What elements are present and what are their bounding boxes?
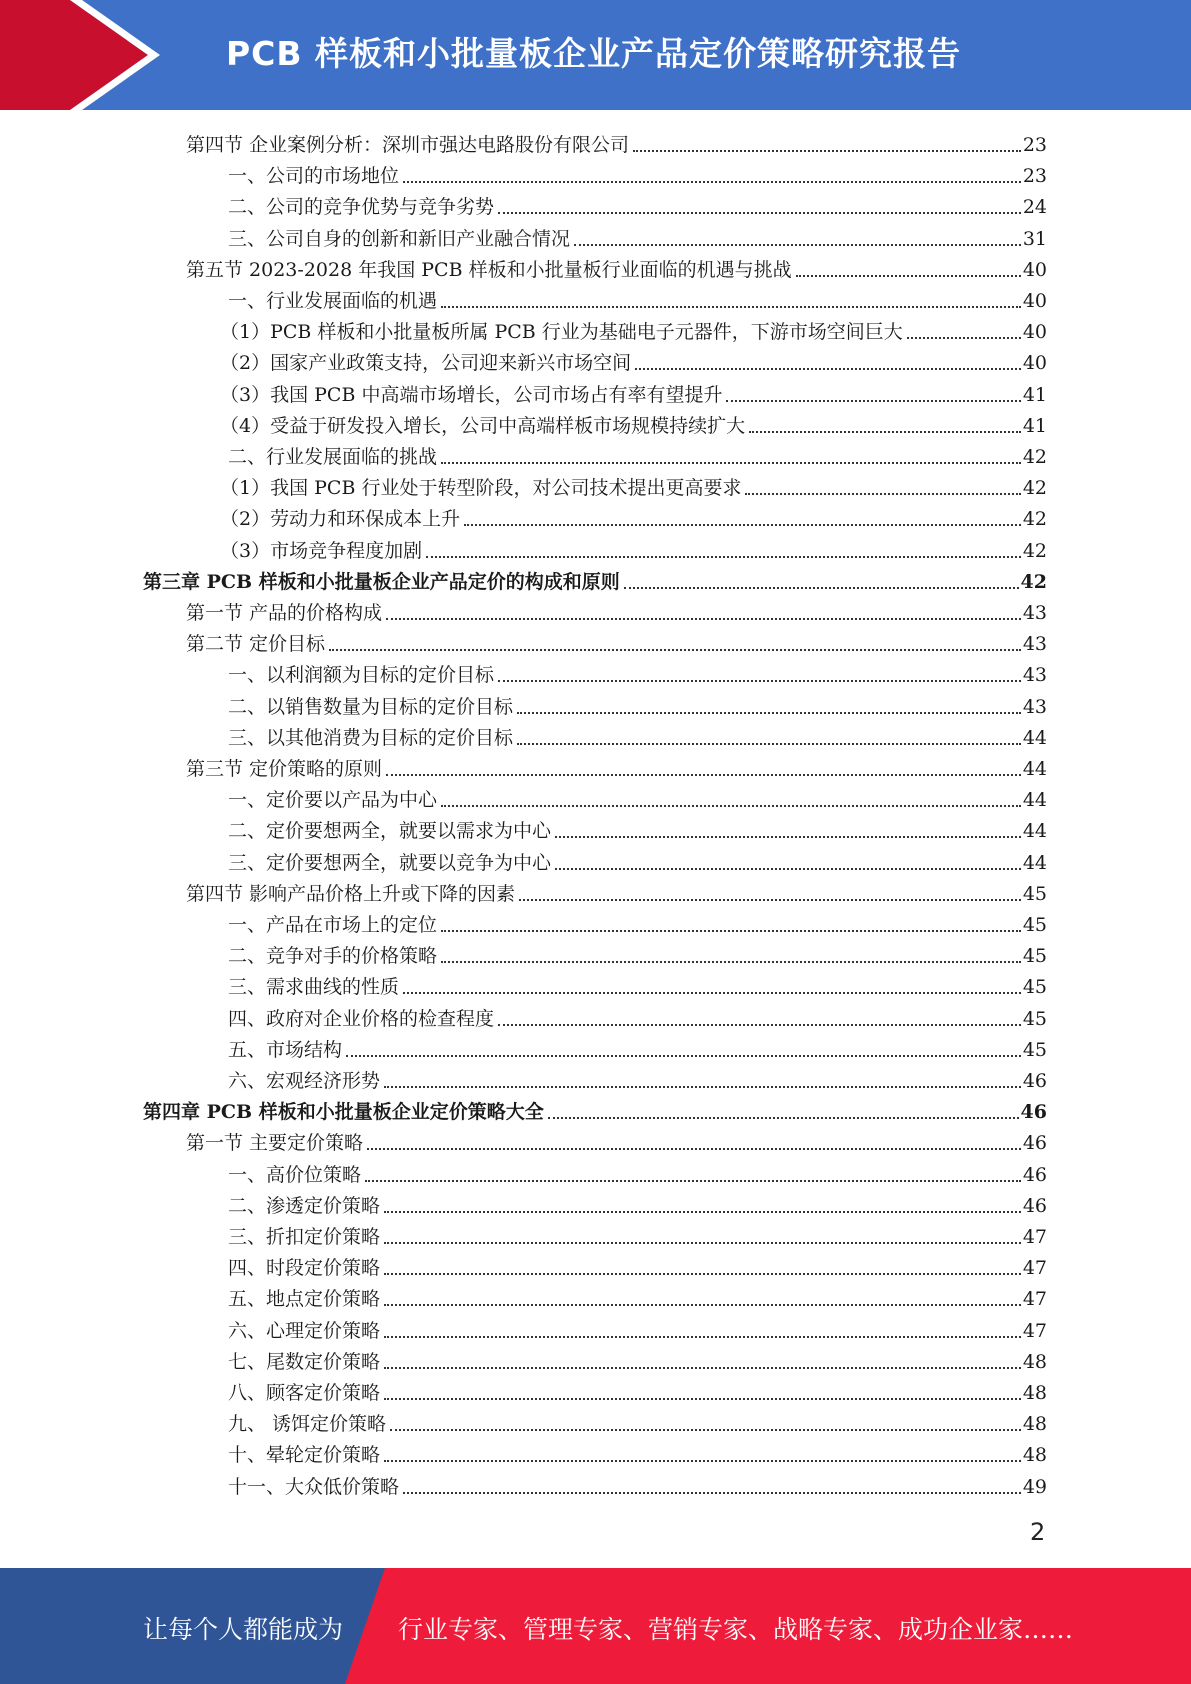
toc-entry[interactable] bbox=[186, 626, 1047, 657]
footer-professions: 行业专家、管理专家、营销专家、战略专家、成功企业家…… bbox=[398, 1615, 1074, 1644]
toc-dot-leader bbox=[517, 712, 1021, 714]
toc-dot-leader bbox=[441, 805, 1021, 807]
toc-dot-leader bbox=[498, 1024, 1021, 1026]
toc-entry-title: 二、公司的竞争优势与竞争劣势 bbox=[228, 196, 495, 218]
toc-dot-leader bbox=[365, 1180, 1021, 1182]
toc-entry-page: 47 bbox=[1022, 1288, 1047, 1310]
toc-entry-title: 二、渗透定价策略 bbox=[228, 1195, 381, 1217]
toc-entry[interactable] bbox=[186, 876, 1047, 907]
toc-entry[interactable] bbox=[228, 1157, 1047, 1188]
toc-entry-page: 45 bbox=[1022, 883, 1047, 905]
toc-entry-title: 六、心理定价策略 bbox=[228, 1320, 381, 1342]
toc-dot-leader bbox=[384, 1273, 1021, 1275]
toc-entry-title: （1）PCB 样板和小批量板所属 PCB 行业为基础电子元器件，下游市场空间巨大 bbox=[220, 321, 903, 343]
toc-dot-leader bbox=[907, 337, 1021, 339]
toc-entry-page: 31 bbox=[1022, 228, 1047, 250]
toc-entry-page: 24 bbox=[1022, 196, 1047, 218]
toc-dot-leader bbox=[519, 899, 1021, 901]
toc-entry[interactable] bbox=[228, 657, 1047, 688]
toc-entry[interactable] bbox=[228, 1188, 1047, 1219]
toc-entry-title: 第二节 定价目标 bbox=[186, 633, 326, 655]
toc-dot-leader bbox=[384, 1086, 1021, 1088]
toc-entry-title: 三、需求曲线的性质 bbox=[228, 976, 400, 998]
toc-dot-leader bbox=[403, 1492, 1021, 1494]
toc-entry-page: 46 bbox=[1022, 1132, 1047, 1154]
toc-entry-title: 五、市场结构 bbox=[228, 1039, 343, 1061]
toc-entry[interactable] bbox=[228, 1344, 1047, 1375]
toc-entry-page: 40 bbox=[1022, 352, 1047, 374]
toc-entry[interactable] bbox=[228, 1281, 1047, 1312]
toc-dot-leader bbox=[498, 680, 1021, 682]
toc-entry[interactable] bbox=[228, 1437, 1047, 1468]
toc-entry[interactable] bbox=[228, 938, 1047, 969]
toc-dot-leader bbox=[498, 212, 1021, 214]
toc-entry[interactable] bbox=[228, 1001, 1047, 1032]
toc-entry[interactable] bbox=[143, 564, 1047, 595]
toc-entry-title: 第四章 PCB 样板和小批量板企业定价策略大全 bbox=[143, 1101, 544, 1123]
toc-entry[interactable] bbox=[186, 751, 1047, 782]
toc-entry-page: 41 bbox=[1022, 384, 1047, 406]
toc-dot-leader bbox=[384, 1398, 1021, 1400]
toc-entry[interactable] bbox=[228, 1375, 1047, 1406]
toc-entry-page: 45 bbox=[1022, 914, 1047, 936]
toc-entry-page: 44 bbox=[1022, 758, 1047, 780]
toc-entry-title: （2）劳动力和环保成本上升 bbox=[220, 508, 461, 530]
toc-entry[interactable] bbox=[228, 845, 1047, 876]
toc-entry-title: 第一节 产品的价格构成 bbox=[186, 602, 383, 624]
toc-entry-title: （3）我国 PCB 中高端市场增长，公司市场占有率有望提升 bbox=[220, 384, 723, 406]
toc-entry-page: 48 bbox=[1022, 1351, 1047, 1373]
toc-entry-page: 49 bbox=[1022, 1476, 1047, 1498]
toc-entry[interactable] bbox=[220, 377, 1047, 408]
toc-entry-page: 44 bbox=[1022, 789, 1047, 811]
toc-entry-title: 十一、大众低价策略 bbox=[228, 1476, 400, 1498]
toc-entry-page: 46 bbox=[1022, 1070, 1047, 1092]
toc-entry-page: 44 bbox=[1022, 727, 1047, 749]
toc-entry[interactable] bbox=[186, 595, 1047, 626]
toc-entry-page: 45 bbox=[1022, 945, 1047, 967]
toc-dot-leader bbox=[441, 306, 1021, 308]
page-footer bbox=[0, 1568, 1191, 1684]
toc-entry-page: 46 bbox=[1022, 1195, 1047, 1217]
toc-entry-title: 二、定价要想两全，就要以需求为中心 bbox=[228, 820, 552, 842]
toc-entry-title: 四、时段定价策略 bbox=[228, 1257, 381, 1279]
toc-dot-leader bbox=[555, 868, 1021, 870]
toc-entry[interactable] bbox=[143, 1094, 1047, 1125]
toc-dot-leader bbox=[384, 1211, 1021, 1213]
toc-entry[interactable] bbox=[186, 252, 1047, 283]
toc-dot-leader bbox=[384, 1460, 1021, 1462]
page-header bbox=[0, 0, 1191, 110]
toc-entry[interactable] bbox=[220, 408, 1047, 439]
toc-entry-page: 45 bbox=[1022, 1039, 1047, 1061]
toc-entry-title: 一、以利润额为目标的定价目标 bbox=[228, 664, 495, 686]
toc-entry[interactable] bbox=[228, 907, 1047, 938]
toc-entry[interactable] bbox=[220, 470, 1047, 501]
toc-entry-title: （1）我国 PCB 行业处于转型阶段，对公司技术提出更高要求 bbox=[220, 477, 742, 499]
toc-entry[interactable] bbox=[228, 1469, 1047, 1500]
toc-entry-title: 三、公司自身的创新和新旧产业融合情况 bbox=[228, 228, 571, 250]
toc-entry[interactable] bbox=[228, 782, 1047, 813]
toc-entry-title: 九、 诱饵定价策略 bbox=[228, 1413, 387, 1435]
toc-entry[interactable] bbox=[228, 689, 1047, 720]
toc-entry-title: 一、定价要以产品为中心 bbox=[228, 789, 438, 811]
toc-entry-page: 42 bbox=[1022, 508, 1047, 530]
toc-entry[interactable] bbox=[228, 283, 1047, 314]
toc-entry[interactable] bbox=[220, 314, 1047, 345]
toc-entry[interactable] bbox=[228, 221, 1047, 252]
toc-entry[interactable] bbox=[228, 1032, 1047, 1063]
toc-dot-leader bbox=[624, 587, 1019, 589]
toc-entry-page: 23 bbox=[1022, 165, 1047, 187]
toc-entry[interactable] bbox=[228, 1250, 1047, 1281]
toc-dot-leader bbox=[384, 1242, 1021, 1244]
toc-dot-leader bbox=[517, 743, 1021, 745]
toc-entry-title: 三、定价要想两全，就要以竞争为中心 bbox=[228, 852, 552, 874]
toc-entry-page: 46 bbox=[1020, 1101, 1047, 1123]
toc-entry-title: 四、政府对企业价格的检查程度 bbox=[228, 1008, 495, 1030]
toc-dot-leader bbox=[749, 431, 1021, 433]
toc-entry[interactable] bbox=[228, 969, 1047, 1000]
toc-entry-title: 三、以其他消费为目标的定价目标 bbox=[228, 727, 514, 749]
toc-entry-title: 二、竞争对手的价格策略 bbox=[228, 945, 438, 967]
toc-entry-page: 40 bbox=[1022, 290, 1047, 312]
toc-entry-title: 一、高价位策略 bbox=[228, 1164, 362, 1186]
toc-entry[interactable] bbox=[228, 189, 1047, 220]
toc-entry-title: （4）受益于研发投入增长，公司中高端样板市场规模持续扩大 bbox=[220, 415, 746, 437]
toc-entry-title: （3）市场竞争程度加剧 bbox=[220, 540, 423, 562]
toc-entry-title: 第三章 PCB 样板和小批量板企业产品定价的构成和原则 bbox=[143, 571, 620, 593]
toc-entry-page: 42 bbox=[1020, 571, 1047, 593]
toc-entry[interactable] bbox=[220, 501, 1047, 532]
toc-entry[interactable] bbox=[228, 1219, 1047, 1250]
toc-entry-title: 一、公司的市场地位 bbox=[228, 165, 400, 187]
toc-entry-title: 十、晕轮定价策略 bbox=[228, 1444, 381, 1466]
toc-dot-leader bbox=[464, 524, 1021, 526]
toc-entry-page: 41 bbox=[1022, 415, 1047, 437]
toc-entry-title: 一、行业发展面临的机遇 bbox=[228, 290, 438, 312]
toc-entry[interactable] bbox=[228, 1406, 1047, 1437]
toc-dot-leader bbox=[796, 275, 1021, 277]
toc-entry-page: 43 bbox=[1022, 602, 1047, 624]
toc-dot-leader bbox=[745, 493, 1020, 495]
toc-entry-page: 45 bbox=[1022, 1008, 1047, 1030]
toc-entry-title: 三、折扣定价策略 bbox=[228, 1226, 381, 1248]
toc-entry-title: 八、顾客定价策略 bbox=[228, 1382, 381, 1404]
toc-entry[interactable] bbox=[186, 1125, 1047, 1156]
toc-entry-title: 二、以销售数量为目标的定价目标 bbox=[228, 696, 514, 718]
toc-dot-leader bbox=[403, 181, 1021, 183]
toc-dot-leader bbox=[441, 930, 1021, 932]
toc-entry[interactable] bbox=[228, 1313, 1047, 1344]
toc-entry[interactable] bbox=[220, 345, 1047, 376]
toc-entry-page: 47 bbox=[1022, 1320, 1047, 1342]
toc-dot-leader bbox=[555, 836, 1021, 838]
toc-entry-page: 48 bbox=[1022, 1444, 1047, 1466]
toc-dot-leader bbox=[329, 649, 1021, 651]
toc-entry[interactable] bbox=[220, 533, 1047, 564]
toc-entry-title: 七、尾数定价策略 bbox=[228, 1351, 381, 1373]
toc-dot-leader bbox=[367, 1148, 1021, 1150]
toc-entry-page: 46 bbox=[1022, 1164, 1047, 1186]
toc-dot-leader bbox=[574, 244, 1021, 246]
toc-dot-leader bbox=[441, 462, 1021, 464]
toc-dot-leader bbox=[386, 618, 1021, 620]
toc-entry-page: 23 bbox=[1022, 134, 1047, 156]
toc-entry-title: 二、行业发展面临的挑战 bbox=[228, 446, 438, 468]
toc-entry-page: 43 bbox=[1022, 696, 1047, 718]
toc-entry-title: 第一节 主要定价策略 bbox=[186, 1132, 364, 1154]
toc-dot-leader bbox=[548, 1117, 1019, 1119]
toc-entry-page: 45 bbox=[1022, 976, 1047, 998]
toc-entry-page: 43 bbox=[1022, 633, 1047, 655]
toc-dot-leader bbox=[635, 368, 1021, 370]
toc-entry-page: 48 bbox=[1022, 1413, 1047, 1435]
toc-entry-title: 六、宏观经济形势 bbox=[228, 1070, 381, 1092]
toc-entry-page: 40 bbox=[1022, 259, 1047, 281]
toc-entry-title: （2）国家产业政策支持，公司迎来新兴市场空间 bbox=[220, 352, 632, 374]
toc-entry[interactable] bbox=[228, 158, 1047, 189]
toc-entry-title: 一、产品在市场上的定位 bbox=[228, 914, 438, 936]
toc-entry-title: 五、地点定价策略 bbox=[228, 1288, 381, 1310]
toc-entry-page: 43 bbox=[1022, 664, 1047, 686]
toc-dot-leader bbox=[384, 1336, 1021, 1338]
toc-entry-page: 48 bbox=[1022, 1382, 1047, 1404]
toc-dot-leader bbox=[384, 1367, 1021, 1369]
toc-dot-leader bbox=[633, 150, 1021, 152]
toc-entry-page: 40 bbox=[1022, 321, 1047, 343]
toc-dot-leader bbox=[390, 1429, 1021, 1431]
toc-dot-leader bbox=[426, 556, 1021, 558]
page-number: 2 bbox=[1030, 1518, 1046, 1546]
toc-entry-page: 42 bbox=[1022, 540, 1047, 562]
toc-entry[interactable] bbox=[228, 720, 1047, 751]
toc-entry-page: 42 bbox=[1022, 446, 1047, 468]
toc-entry[interactable] bbox=[228, 813, 1047, 844]
toc-entry[interactable] bbox=[228, 1063, 1047, 1094]
toc-entry-title: 第五节 2023-2028 年我国 PCB 样板和小批量板行业面临的机遇与挑战 bbox=[186, 259, 792, 281]
toc-entry-title: 第四节 企业案例分析：深圳市强达电路股份有限公司 bbox=[186, 134, 630, 156]
footer-slogan: 让每个人都能成为 bbox=[143, 1615, 344, 1644]
toc-entry-page: 44 bbox=[1022, 820, 1047, 842]
toc-entry-title: 第四节 影响产品价格上升或下降的因素 bbox=[186, 883, 516, 905]
toc-entry[interactable] bbox=[228, 439, 1047, 470]
toc-dot-leader bbox=[441, 961, 1021, 963]
report-title: PCB 样板和小批量板企业产品定价策略研究报告 bbox=[226, 34, 962, 73]
toc-dot-leader bbox=[386, 774, 1021, 776]
toc-entry-page: 47 bbox=[1022, 1226, 1047, 1248]
toc-entry-page: 42 bbox=[1022, 477, 1047, 499]
toc-dot-leader bbox=[346, 1055, 1021, 1057]
toc-entry-page: 47 bbox=[1022, 1257, 1047, 1279]
toc-dot-leader bbox=[403, 992, 1021, 994]
toc-dot-leader bbox=[384, 1304, 1021, 1306]
toc-dot-leader bbox=[726, 400, 1020, 402]
toc-entry-page: 44 bbox=[1022, 852, 1047, 874]
toc-entry[interactable] bbox=[186, 127, 1047, 158]
toc-entry-title: 第三节 定价策略的原则 bbox=[186, 758, 383, 780]
